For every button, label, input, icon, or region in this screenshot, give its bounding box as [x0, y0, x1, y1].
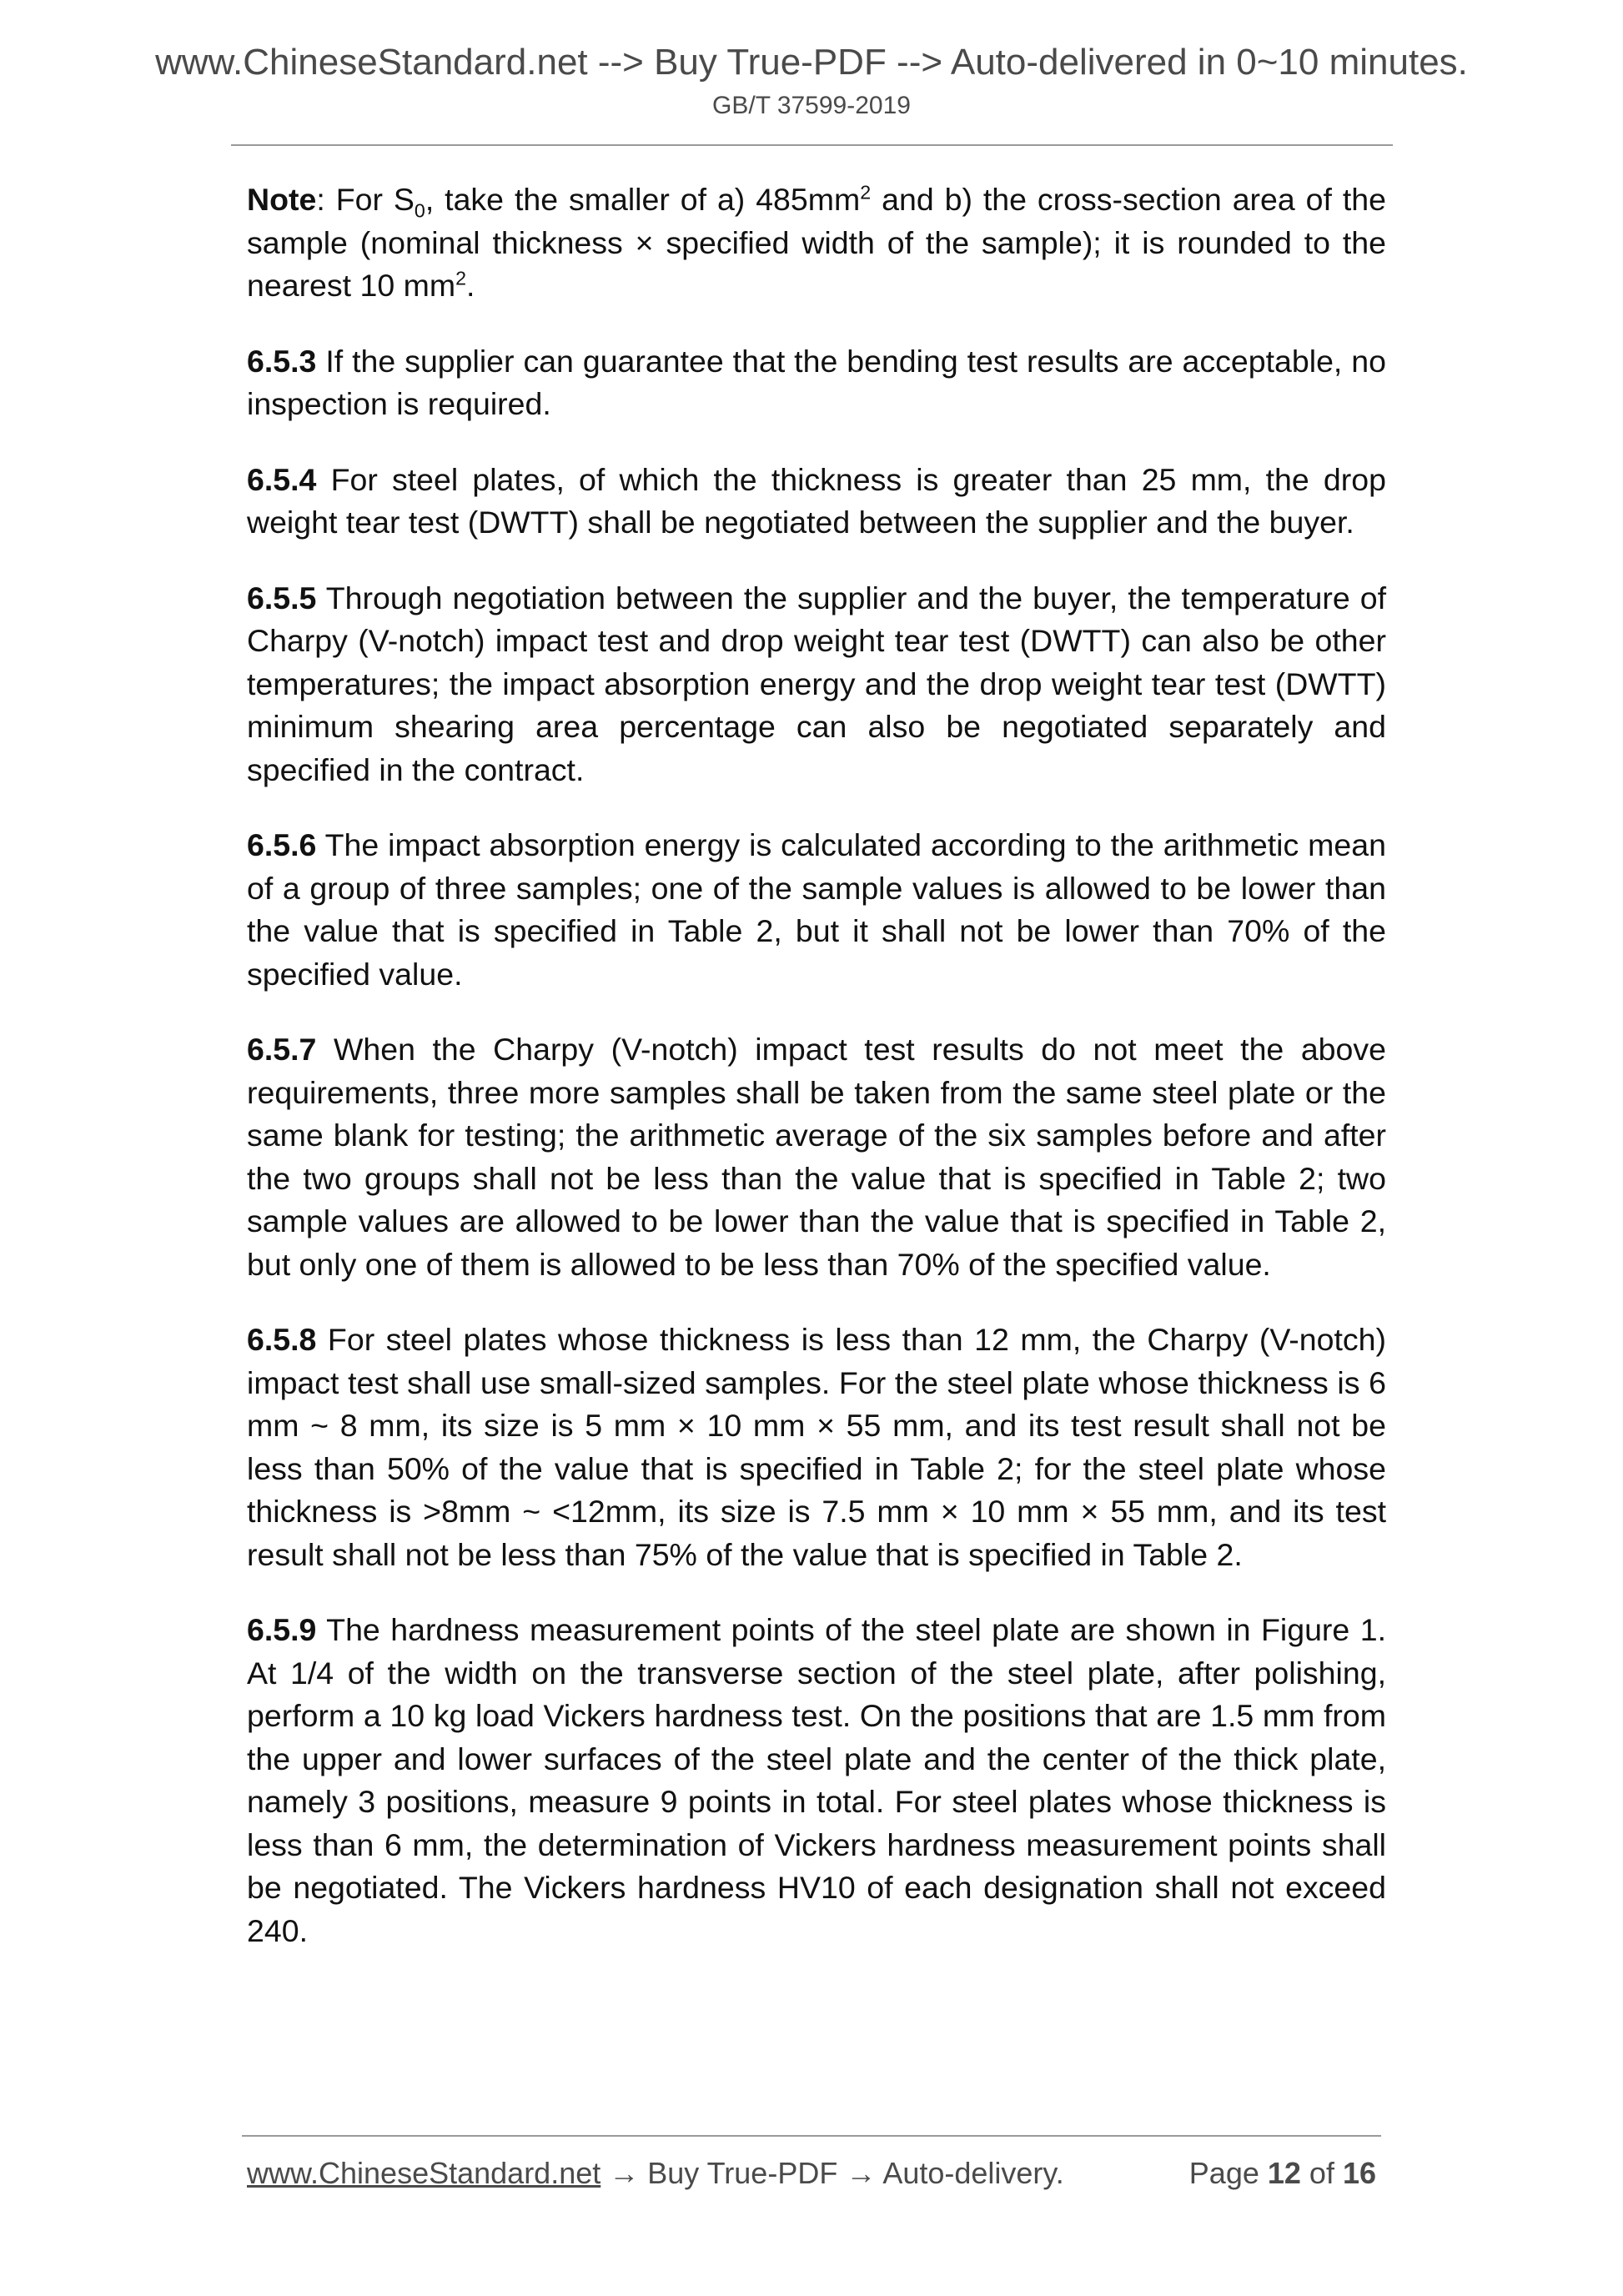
section-text: If the supplier can guarantee that the bending test results are acceptable, no inspection is required. — [247, 343, 1386, 421]
header-banner: www.ChineseStandard.net --> Buy True-PDF --> Auto-delivered in 0~10 minutes. — [155, 42, 1468, 83]
note-superscript-b: 2 — [455, 267, 467, 289]
section-text: When the Charpy (V-notch) impact test results do not meet the above requirements, three more samples shall be taken from the same steel plate or the same blank for testing; the arithmetic average of the six samples before and after the two groups shall not be less than the value that is specified in Table 2; two sample values are allowed to be lower than the value that is specified in Table 2, but only one of them is allowed to be less than 70% of the specified value. — [247, 1032, 1386, 1282]
section-6-5-5 — [247, 577, 1386, 792]
page-of: of — [1300, 2156, 1343, 2190]
note-superscript-a: 2 — [860, 181, 872, 203]
section-6-5-4 — [247, 459, 1386, 545]
section-text: The impact absorption energy is calculated according to the arithmetic mean of a group of three samples; one of the sample values is allowed to be lower than the value that is specified in Table 2, but it shall not be lower than 70% of the specified value. — [247, 827, 1386, 992]
section-text: The hardness measurement points of the steel plate are shown in Figure 1. At 1/4 of the width on the transverse section of the steel plate, after polishing, perform a 10 kg load Vickers hardness test. On the positions that are 1.5 mm from the upper and lower surfaces of the steel plate and the center of the thick plate, namely 3 positions, measure 9 points in total. For steel plates whose thickness is less than 6 mm, the determination of Vickers hardness measurement points shall be negotiated. The Vickers hardness HV10 of each designation shall not exceed 240. — [247, 1612, 1386, 1948]
section-number: 6.5.4 — [247, 461, 317, 497]
page-label: Page — [1188, 2156, 1268, 2190]
section-6-5-6 — [247, 824, 1386, 996]
note-label: Note — [247, 182, 317, 217]
section-number: 6.5.7 — [247, 1032, 317, 1067]
standard-code: GB/T 37599-2019 — [712, 92, 911, 119]
note-text-d: . — [466, 268, 475, 303]
footer-left — [247, 2156, 1064, 2191]
section-text: For steel plates, of which the thickness is greater than 25 mm, the drop weight tear test (DWTT) shall be negotiated between the supplier and the buyer. — [247, 461, 1386, 540]
section-6-5-9 — [247, 1609, 1386, 1952]
section-6-5-8 — [247, 1319, 1386, 1576]
footer-site-link[interactable]: www.ChineseStandard.net — [247, 2156, 601, 2190]
note-text-c: and b) the cross-section area of the sample (nominal thickness × specified width of the sample); it is rounded to the nearest 10 mm — [247, 182, 1386, 303]
page-total: 16 — [1342, 2156, 1376, 2190]
page-footer — [247, 2156, 1376, 2191]
footer-nav-text: → Buy True-PDF → Auto-delivery. — [600, 2156, 1064, 2190]
note-text — [247, 178, 1386, 308]
section-6-5-3 — [247, 340, 1386, 426]
page-current: 12 — [1267, 2156, 1301, 2190]
page-number — [1189, 2156, 1376, 2191]
section-number: 6.5.6 — [247, 827, 317, 862]
note-block — [247, 178, 1386, 308]
footer-divider — [242, 2135, 1381, 2137]
section-number: 6.5.3 — [247, 343, 317, 379]
section-text: Through negotiation between the supplier and the buyer, the temperature of Charpy (V-notch) impact test and drop weight tear test (DWTT) can also be other temperatures; the impact absorption energy and the drop weight tear test (DWTT) minimum shearing area percentage can also be negotiated separately and specified in the contract. — [247, 580, 1386, 787]
document-body — [247, 178, 1386, 1985]
section-text: For steel plates whose thickness is less than 12 mm, the Charpy (V-notch) impact test shall use small-sized samples. For the steel plate whose thickness is 6 mm ~ 8 mm, its size is 5 mm × 10 mm × 55 mm, and its test result shall not be less than 50% of the value that is specified in Table 2; for the steel plate whose thickness is >8mm ~ <12mm, its size is 7.5 mm × 10 mm × 55 mm, and its test result shall not be less than 75% of the value that is specified in Table 2. — [247, 1322, 1386, 1572]
note-text-b: , take the smaller of a) 485mm — [425, 182, 861, 217]
note-colon: : — [316, 182, 336, 217]
section-number: 6.5.5 — [247, 580, 317, 615]
section-number: 6.5.9 — [247, 1612, 317, 1647]
section-6-5-7 — [247, 1028, 1386, 1286]
section-number: 6.5.8 — [247, 1322, 317, 1357]
note-subscript: 0 — [414, 199, 425, 222]
note-text-a: For S — [335, 182, 415, 217]
header-divider — [231, 144, 1393, 146]
